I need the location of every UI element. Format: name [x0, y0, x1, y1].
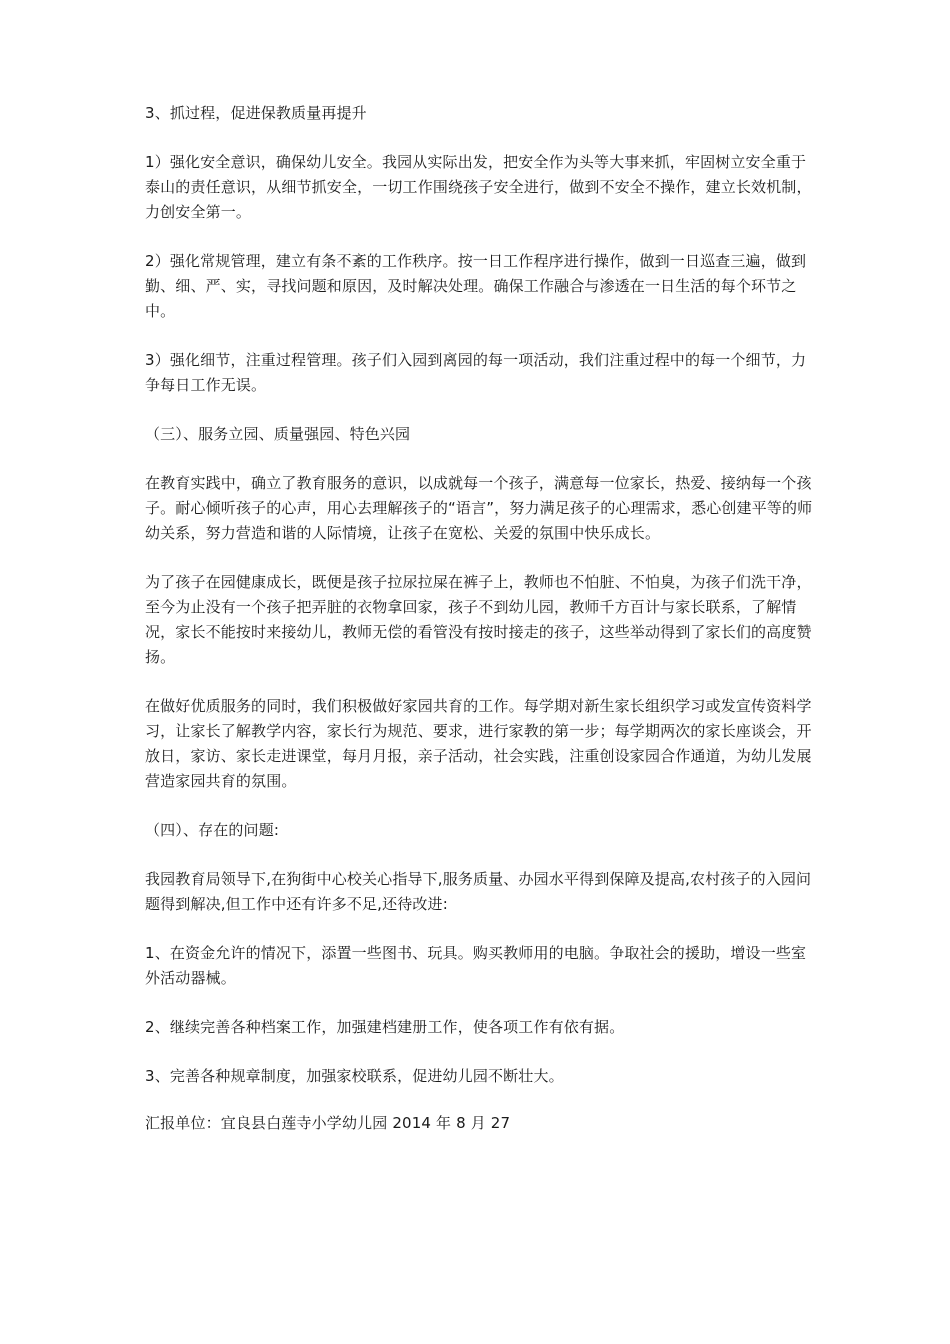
paragraph-home-school: 在做好优质服务的同时，我们积极做好家园共育的工作。每学期对新生家长组织学习或发宣传资料学习，让家长了解教学内容，家长行为规范、要求，进行家教的第一步；每学期两次的家长座谈会，开放日，家访、家长走进课堂，每月月报，亲子活动，社会实践，注重创设家园合作通道，为幼儿发展营造家园共育的氛围。 — [145, 697, 812, 790]
paragraph-safety: 1）强化安全意识，确保幼儿安全。我园从实际出发，把安全作为头等大事来抓，牢固树立安全重于泰山的责任意识，从细节抓安全，一切工作围绕孩子安全进行，做到不安全不操作，建立长效机制，力创安全第一。 — [145, 153, 812, 221]
paragraph-routine-management: 2）强化常规管理，建立有条不紊的工作秩序。按一日工作程序进行操作，做到一日巡查三遍，做到勤、细、严、实，寻找问题和原因，及时解决处理。确保工作融合与渗透在一日生活的每个环节之中。 — [145, 252, 807, 320]
section-heading-process: 3、抓过程，促进保教质量再提升 — [145, 104, 367, 122]
paragraph-education-practice: 在教育实践中，确立了教育服务的意识，以成就每一个孩子，满意每一位家长，热爱、接纳每一个孩子。耐心倾听孩子的心声，用心去理解孩子的“语言”，努力满足孩子的心理需求，悉心创建平等的师幼关系，努力营造和谐的人际情境，让孩子在宽松、关爱的氛围中快乐成长。 — [145, 474, 813, 542]
paragraph-problems-intro: 我园教育局领导下,在狗街中心校关心指导下,服务质量、办园水平得到保障及提高,农村孩子的入园问题得到解决,但工作中还有许多不足,还待改进: — [145, 870, 812, 913]
report-signature: 汇报单位：宜良县白莲寺小学幼儿园 2014 年 8 月 27 — [145, 1114, 511, 1132]
document-body — [145, 101, 821, 1136]
section-heading-problems: （四）、存在的问题: — [145, 821, 280, 839]
list-item-funding: 1、在资金允许的情况下，添置一些图书、玩具。购买教师用的电脑。争取社会的援助，增设一些室外活动器械。 — [145, 944, 807, 987]
section-heading-service: （三）、服务立园、质量强园、特色兴园 — [145, 425, 411, 443]
list-item-regulations: 3、完善各种规章制度，加强家校联系，促进幼儿园不断壮大。 — [145, 1067, 564, 1085]
paragraph-healthy-growth: 为了孩子在园健康成长，既便是孩子拉尿拉屎在裤子上，教师也不怕脏、不怕臭，为孩子们洗干净，至今为止没有一个孩子把弄脏的衣物拿回家，孩子不到幼儿园，教师千方百计与家长联系，了解情况，家长不能按时来接幼儿，教师无偿的看管没有按时接走的孩子，这些举动得到了家长们的高度赞扬。 — [145, 573, 812, 666]
list-item-archives: 2、继续完善各种档案工作，加强建档建册工作，使各项工作有依有据。 — [145, 1018, 625, 1036]
paragraph-details: 3）强化细节，注重过程管理。孩子们入园到离园的每一项活动，我们注重过程中的每一个细节，力争每日工作无误。 — [145, 351, 807, 394]
